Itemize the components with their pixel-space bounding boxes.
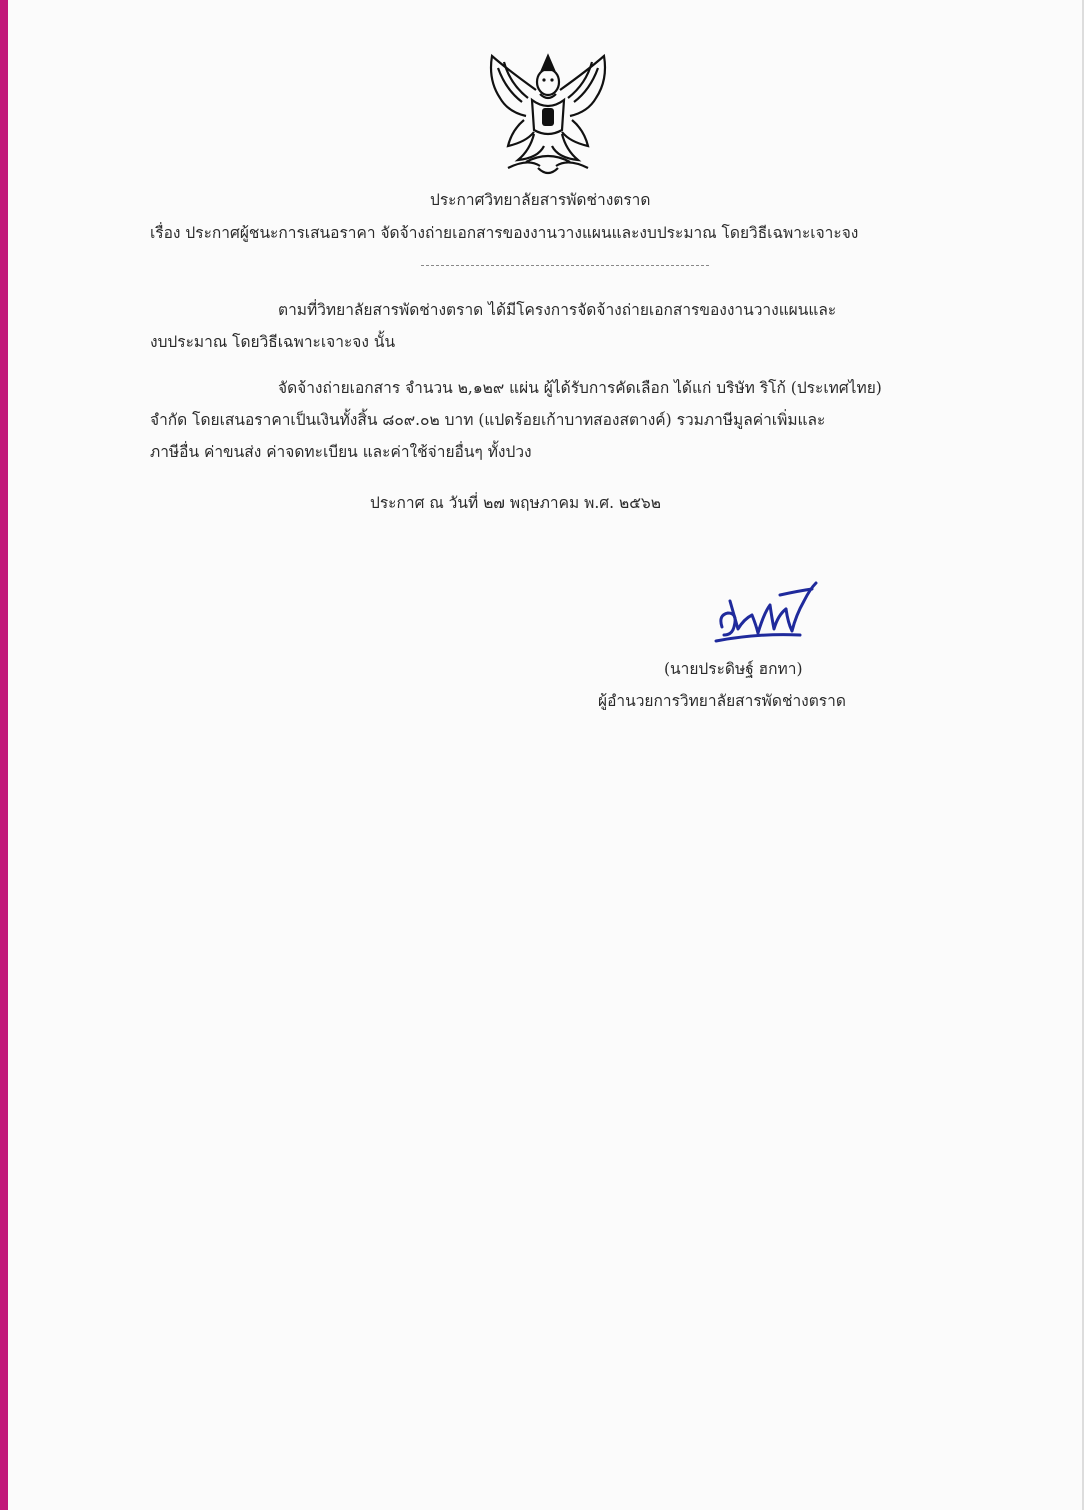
announcement-date: ประกาศ ณ วันที่ ๒๗ พฤษภาคม พ.ศ. ๒๕๖๒	[370, 494, 661, 512]
paragraph-2-line-1: จัดจ้างถ่ายเอกสาร จำนวน ๒,๑๒๙ แผ่น ผู้ได้รับการคัดเลือก ได้แก่ บริษัท ริโก้ (ประเทศไทย)	[278, 379, 882, 397]
document-subject: เรื่อง ประกาศผู้ชนะการเสนอราคา จัดจ้างถ่ายเอกสารของงานวางแผนและงบประมาณ โดยวิธีเฉพาะเจาะจง	[150, 224, 859, 242]
paragraph-2-line-3: ภาษีอื่น ค่าขนส่ง ค่าจดทะเบียน และค่าใช้จ่ายอื่นๆ ทั้งปวง	[150, 443, 532, 461]
document-page	[8, 0, 1084, 1510]
handwritten-signature	[708, 575, 823, 650]
signatory-name: (นายประดิษฐ์ ฮกทา)	[664, 660, 803, 678]
separator-line	[421, 265, 709, 266]
paragraph-1-line-1: ตามที่วิทยาลัยสารพัดช่างตราด ได้มีโครงการจัดจ้างถ่ายเอกสารของงานวางแผนและ	[278, 301, 837, 319]
document-title: ประกาศวิทยาลัยสารพัดช่างตราด	[430, 191, 651, 209]
signatory-position: ผู้อำนวยการวิทยาลัยสารพัดช่างตราด	[598, 692, 846, 710]
paragraph-1-line-2: งบประมาณ โดยวิธีเฉพาะเจาะจง นั้น	[150, 333, 396, 351]
paragraph-2-line-2: จำกัด โดยเสนอราคาเป็นเงินทั้งสิ้น ๘๐๙.๐๒ บาท (แปดร้อยเก้าบาทสองสตางค์) รวมภาษีมูลค่าเพิ่มและ	[150, 411, 826, 429]
garuda-emblem-icon	[478, 50, 618, 180]
